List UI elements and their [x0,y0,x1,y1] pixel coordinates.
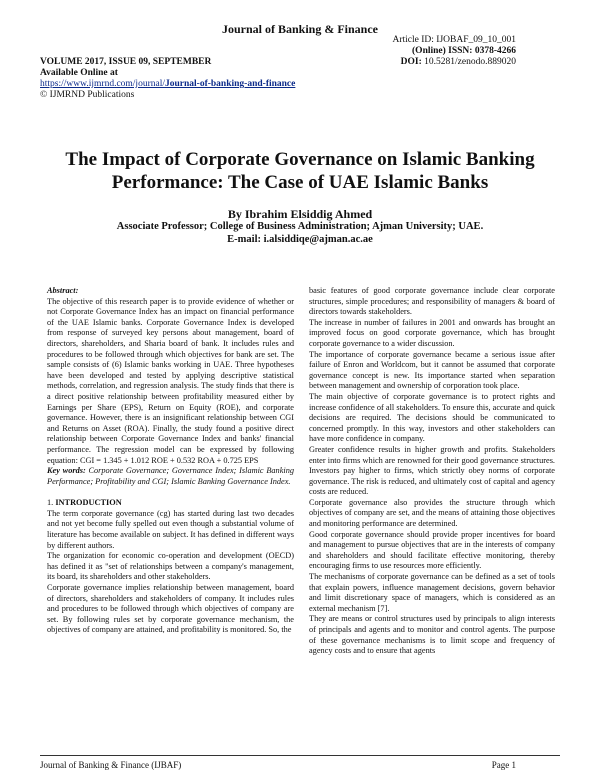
footer-journal: Journal of Banking & Finance (IJBAF) [40,760,182,770]
title-line-2: Performance: The Case of UAE Islamic Banks [111,172,489,193]
intro-paragraph: The term corporate governance (cg) has started during last two decades and not yet become fully spelled out even though a substantial volume of literature has become available on subject. It has defined in different ways by different authors. [47,508,294,550]
abstract-text: The objective of this research paper is to provide evidence of whether or not Corporate Governance Index has an impact on financial performance of the UAE Islamic banks. Corporate Governance Index is developed from response of surveyed key persons about management, board of directors, shareholders, and Sharia board of bank. It includes rules and procedures to be followed through which objectives for bank are set. The sample consists of (6) Islamic banks working in UAE. Three hypotheses have been developed and tested by applying descriptive statistical methods, correlation, and regression analysis. The study finds that there is a direct positive relationship between profitability measured either by Earnings per Share (EPS), Return on Equity (ROE), and corporate governance. However, there is an insignificant relationship between CGI and Returns on Asset (ROA). Finally, the study found a positive direct relationship between Corporate Governance Index and banks' financial performance. The regression model can be expressed by following equation: CGI = 1.345 + 1.012 ROE + 0.532 ROA + 0.725 EPS [47,296,294,465]
body-paragraph: The main objective of corporate governance is to protect rights and increase confidence of all stakeholders. To ensure this, accurate and quick decisions are required. The decisions should be communicated to concerned promptly. In this way, investors and other stakeholders can have more confidence in company. [309,391,555,444]
article-id: Article ID: IJOBAF_09_10_001 [392,35,516,45]
doi-label: DOI: [400,57,422,67]
body-paragraph: The mechanisms of corporate governance can be defined as a set of tools that explain powers, influence management decisions, govern behavior and limit discretionary space of managers, which is considered as an external mechanism [7]. [309,572,555,613]
keywords [47,466,294,487]
intro-paragraph: Corporate governance implies relationship between management, board of directors, shareholders and stakeholders of company. It includes rules and procedures to be followed through which objectives of company are set. By following rules set by corporate governance mechanism, the objectives of company are attained, and profitability is monitored. So, the [47,583,294,635]
intro-paragraph: The organization for economic co-operation and development (OECD) has defined it as "set of relationships between a company's management, its board, its shareholders and other stakeholders. [47,551,294,582]
keywords-label: Key words: [47,466,86,476]
paper-title [40,148,560,194]
body-paragraph: Corporate governance also provides the structure through which objectives of company are set, and the means of attaining those objectives and monitoring performance are determined. [309,497,555,529]
intro-number: 1. [47,498,54,508]
affiliation-block [40,221,560,246]
left-column [47,286,294,636]
author: By Ibrahim Elsiddig Ahmed [227,207,373,221]
available-online: Available Online at [40,68,118,78]
doi-value: 10.5281/zenodo.889020 [424,57,516,67]
body-paragraph: The increase in number of failures in 2001 and onwards has brought an improved focus on good corporate governance, which has brought corporate governance to a wider discussion. [309,317,555,348]
journal-url[interactable] [40,79,295,90]
issn: (Online) ISSN: 0378-4266 [412,46,516,56]
keywords-text: Corporate Governance; Governance Index; Islamic Banking Performance; Profitability and CGI; Islamic Banking Governance Index. [47,466,294,486]
url-bold: Journal-of-banking-and-finance [164,79,296,89]
intro-heading [47,498,294,509]
url-prefix: https://www.ijmrnd.com/journal/ [40,79,165,89]
journal-url-link[interactable] [40,79,295,89]
article-meta [393,35,517,68]
copyright: © IJMRND Publications [40,90,135,100]
right-column [309,286,555,657]
journal-name: Journal of Banking & Finance [221,22,379,36]
footer-divider [40,755,560,756]
abstract-label: Abstract: [47,286,79,295]
intro-heading-text: INTRODUCTION [55,498,122,508]
volume-issue: VOLUME 2017, ISSUE 09, SEPTEMBER [40,57,212,67]
body-paragraph: Greater confidence results in higher growth and profits. Stakeholders enter into firms which are renowned for their good governance structures. Investors pay higher to firms, which strictly obey norms of corporate governance. The risk is reduced, and ultimately cost of capital and agency costs are reduced. [309,444,555,497]
doi [393,57,517,68]
body-paragraph: They are means or control structures used by principals to align interests of principals and agents and to monitor and control agents. The purpose of these governance mechanisms is to limit scope and frequency of agency costs and to ensure that agents [309,614,555,656]
body-paragraph: Good corporate governance should provide proper incentives for board and management to pursue objectives that are in the interests of company and shareholders and should facilitate effective monitoring, thereby encouraging firms to use resources more efficiently. [309,529,555,571]
body-paragraph: basic features of good corporate governance include clear corporate structures, simple procedures; and responsibility of managers & board of directors towards stakeholders. [309,286,555,317]
title-line-1: The Impact of Corporate Governance on Islamic Banking [65,149,535,170]
body-paragraph: The importance of corporate governance became a serious issue after failure of Enron and Worldcom, but it cannot be assumed that corporate governance concept is new. Its importance started when separation between management and ownership of corporation took place. [309,349,555,391]
affiliation: Associate Professor; College of Business Administration; Ajman University; UAE. [116,221,484,232]
email: E-mail: i.alsiddiqe@ajman.ac.ae [227,233,373,245]
page-number: Page 1 [491,760,516,770]
publication-info [40,57,295,101]
